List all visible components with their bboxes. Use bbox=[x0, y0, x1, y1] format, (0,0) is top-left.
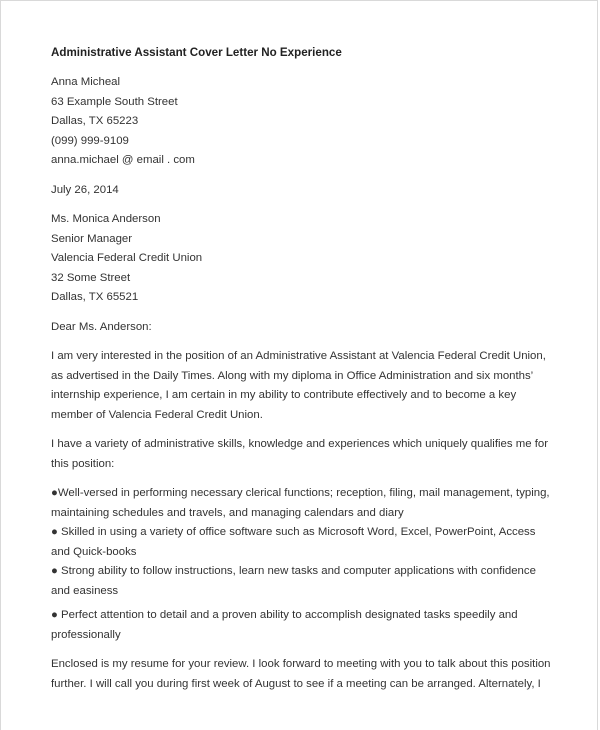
paragraph-line: internship experience, I am certain in my ability to contribute effectively and to become a key bbox=[51, 389, 517, 401]
list-item bbox=[51, 484, 551, 523]
letter-content bbox=[51, 43, 551, 704]
list-item-line: ● Strong ability to follow instructions, learn new tasks and computer applications with confidence bbox=[51, 565, 536, 577]
sender-street: 63 Example South Street bbox=[51, 95, 178, 108]
skills-list bbox=[51, 484, 551, 645]
date-text: July 26, 2014 bbox=[51, 183, 119, 196]
salutation-text: Dear Ms. Anderson: bbox=[51, 320, 152, 333]
list-item-line: and easiness bbox=[51, 584, 119, 597]
list-item-line: maintaining schedules and travels, and managing calendars and diary bbox=[51, 506, 404, 519]
paragraph-line: further. I will call you during first week of August to see if a meeting can be arranged. Alternately, I bbox=[51, 677, 541, 690]
sender-city: Dallas, TX 65223 bbox=[51, 115, 139, 127]
paragraph-line: I am very interested in the position of an Administrative Assistant at Valencia Federal Credit Union, bbox=[51, 350, 546, 362]
sender-email: anna.michael @ email . com bbox=[51, 154, 195, 166]
document-title: Administrative Assistant Cover Letter No Experience bbox=[51, 46, 342, 59]
recipient-address bbox=[51, 210, 551, 308]
paragraph-skills bbox=[51, 435, 551, 474]
paragraph-line: member of Valencia Federal Credit Union. bbox=[51, 408, 263, 421]
list-item-line: ● Perfect attention to detail and a proven ability to accomplish designated tasks speedily and bbox=[51, 609, 518, 621]
letter-date bbox=[51, 181, 551, 201]
paragraph-line: Enclosed is my resume for your review. I look forward to meeting with you to talk about this position bbox=[51, 658, 551, 670]
paragraph-line: I have a variety of administrative skills, knowledge and experiences which uniquely qualifies me for bbox=[51, 438, 549, 450]
recipient-city: Dallas, TX 65521 bbox=[51, 291, 139, 303]
list-item bbox=[51, 523, 551, 562]
recipient-company: Valencia Federal Credit Union bbox=[51, 252, 203, 264]
list-item-line: and Quick-books bbox=[51, 545, 137, 558]
recipient-title: Senior Manager bbox=[51, 232, 133, 245]
recipient-street: 32 Some Street bbox=[51, 271, 131, 284]
sender-phone: (099) 999-9109 bbox=[51, 134, 129, 147]
paragraph-line: this position: bbox=[51, 457, 115, 470]
sender-address bbox=[51, 73, 551, 171]
list-item-line: ● Skilled in using a variety of office software such as Microsoft Word, Excel, PowerPoint, Access bbox=[51, 526, 536, 538]
list-item-line: professionally bbox=[51, 628, 121, 641]
sender-name: Anna Micheal bbox=[51, 76, 121, 88]
paragraph-closing bbox=[51, 655, 551, 694]
list-item bbox=[51, 606, 551, 645]
salutation bbox=[51, 318, 551, 338]
list-item bbox=[51, 562, 551, 601]
recipient-name: Ms. Monica Anderson bbox=[51, 213, 161, 225]
list-item-line: ●Well-versed in performing necessary clerical functions; reception, filing, mail management, typing, bbox=[51, 487, 550, 499]
paragraph-intro bbox=[51, 347, 551, 425]
paragraph-line: as advertised in the Daily Times. Along with my diploma in Office Administration and six months’ bbox=[51, 369, 534, 382]
